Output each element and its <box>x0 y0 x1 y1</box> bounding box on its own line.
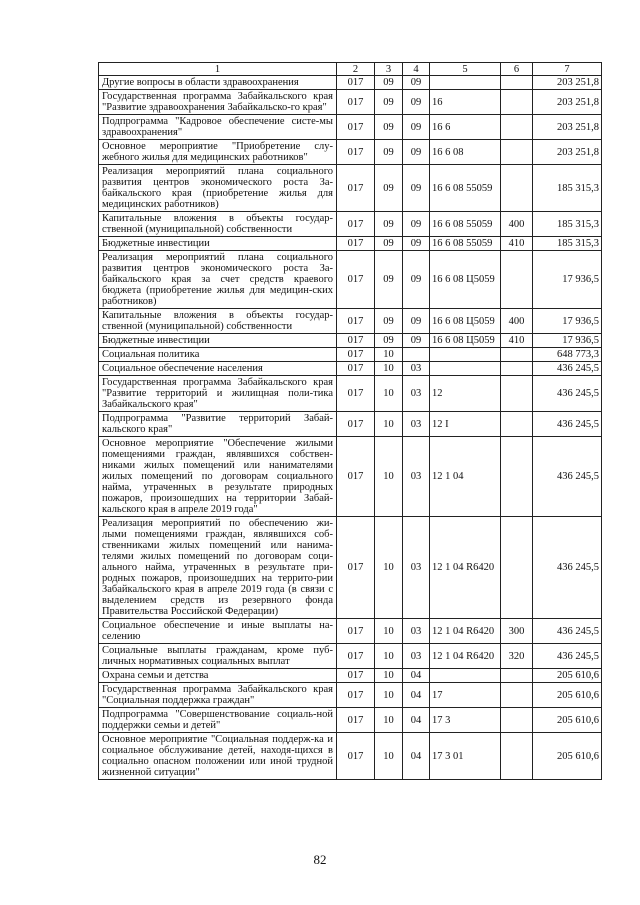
cell-expense-type <box>501 683 533 708</box>
cell-amount: 185 315,3 <box>533 212 602 237</box>
cell-expense-type: 320 <box>501 644 533 669</box>
cell-subsection: 04 <box>403 669 430 683</box>
cell-subsection <box>403 348 430 362</box>
cell-target-article: 12 1 04 R6420 <box>430 517 501 619</box>
cell-section: 09 <box>375 334 403 348</box>
cell-amount: 205 610,6 <box>533 669 602 683</box>
cell-grbs: 017 <box>337 669 375 683</box>
cell-target-article: 16 6 08 55059 <box>430 212 501 237</box>
cell-expense-type <box>501 251 533 309</box>
cell-target-article <box>430 669 501 683</box>
table-row <box>99 708 602 733</box>
table-row <box>99 90 602 115</box>
row-name: Основное мероприятие "Социальная поддерж-ка и социальное обслуживание детей, находя-щихся в социально опасном положении или иной трудной жизненной ситуации" <box>99 733 337 780</box>
cell-target-article: 12 1 04 R6420 <box>430 644 501 669</box>
cell-section: 09 <box>375 90 403 115</box>
cell-subsection: 09 <box>403 251 430 309</box>
cell-target-article: 16 6 <box>430 115 501 140</box>
cell-section: 10 <box>375 348 403 362</box>
cell-amount: 205 610,6 <box>533 683 602 708</box>
cell-grbs: 017 <box>337 212 375 237</box>
row-name: Охрана семьи и детства <box>99 669 337 683</box>
cell-grbs: 017 <box>337 376 375 412</box>
table-row <box>99 683 602 708</box>
table-row <box>99 437 602 517</box>
cell-grbs: 017 <box>337 165 375 212</box>
cell-target-article: 16 6 08 Ц5059 <box>430 251 501 309</box>
row-name: Реализация мероприятий плана социального развития центров экономического роста За-байкальского края за счет средств краевого бюджета (приобретение жилья для медицин-ских работников) <box>99 251 337 309</box>
row-name: Подпрограмма "Совершенствование социаль-ной поддержки семьи и детей" <box>99 708 337 733</box>
cell-subsection: 09 <box>403 334 430 348</box>
cell-section: 10 <box>375 362 403 376</box>
cell-subsection: 04 <box>403 708 430 733</box>
cell-expense-type: 300 <box>501 619 533 644</box>
row-name: Социальное обеспечение населения <box>99 362 337 376</box>
col-header: 3 <box>375 63 403 76</box>
row-name: Государственная программа Забайкальского края "Развитие здравоохранения Забайкальско-го края" <box>99 90 337 115</box>
cell-target-article: 12 I <box>430 412 501 437</box>
cell-target-article <box>430 348 501 362</box>
table-row <box>99 165 602 212</box>
cell-amount: 436 245,5 <box>533 619 602 644</box>
cell-grbs: 017 <box>337 437 375 517</box>
row-name: Основное мероприятие "Приобретение слу-жебного жилья для медицинских работников" <box>99 140 337 165</box>
cell-target-article: 16 6 08 Ц5059 <box>430 309 501 334</box>
cell-grbs: 017 <box>337 115 375 140</box>
row-name: Бюджетные инвестиции <box>99 334 337 348</box>
cell-grbs: 017 <box>337 412 375 437</box>
cell-target-article: 16 6 08 55059 <box>430 237 501 251</box>
cell-subsection: 04 <box>403 683 430 708</box>
cell-subsection: 09 <box>403 309 430 334</box>
cell-subsection: 03 <box>403 412 430 437</box>
row-name: Реализация мероприятий плана социального развития центров экономического роста За-байкальского края (приобретение жилья для медицинских работников) <box>99 165 337 212</box>
row-name: Капитальные вложения в объекты государ-ственной (муниципальной) собственности <box>99 309 337 334</box>
cell-amount: 436 245,5 <box>533 437 602 517</box>
col-header: 1 <box>99 63 337 76</box>
cell-expense-type <box>501 376 533 412</box>
table-row <box>99 212 602 237</box>
cell-subsection: 03 <box>403 376 430 412</box>
cell-grbs: 017 <box>337 362 375 376</box>
cell-grbs: 017 <box>337 348 375 362</box>
cell-subsection: 09 <box>403 165 430 212</box>
cell-grbs: 017 <box>337 90 375 115</box>
cell-expense-type: 400 <box>501 212 533 237</box>
cell-grbs: 017 <box>337 708 375 733</box>
cell-section: 10 <box>375 412 403 437</box>
cell-amount: 203 251,8 <box>533 140 602 165</box>
cell-amount: 436 245,5 <box>533 362 602 376</box>
cell-expense-type <box>501 733 533 780</box>
cell-grbs: 017 <box>337 644 375 669</box>
cell-section: 10 <box>375 683 403 708</box>
cell-section: 09 <box>375 115 403 140</box>
cell-subsection: 04 <box>403 733 430 780</box>
cell-grbs: 017 <box>337 76 375 90</box>
cell-amount: 17 936,5 <box>533 334 602 348</box>
cell-section: 10 <box>375 376 403 412</box>
cell-amount: 436 245,5 <box>533 644 602 669</box>
cell-expense-type <box>501 708 533 733</box>
cell-amount: 203 251,8 <box>533 90 602 115</box>
cell-subsection: 03 <box>403 644 430 669</box>
row-name: Подпрограмма "Кадровое обеспечение систе-мы здравоохранения" <box>99 115 337 140</box>
cell-target-article: 16 <box>430 90 501 115</box>
cell-grbs: 017 <box>337 251 375 309</box>
table-row <box>99 362 602 376</box>
col-header: 4 <box>403 63 430 76</box>
cell-expense-type <box>501 115 533 140</box>
cell-expense-type: 410 <box>501 237 533 251</box>
cell-amount: 185 315,3 <box>533 165 602 212</box>
row-name: Социальные выплаты гражданам, кроме пуб-личных нормативных социальных выплат <box>99 644 337 669</box>
table-header-row <box>99 63 602 76</box>
cell-section: 09 <box>375 237 403 251</box>
cell-section: 10 <box>375 669 403 683</box>
cell-section: 10 <box>375 437 403 517</box>
cell-subsection: 09 <box>403 212 430 237</box>
table-row <box>99 376 602 412</box>
table-row <box>99 733 602 780</box>
cell-expense-type <box>501 412 533 437</box>
cell-target-article: 12 1 04 R6420 <box>430 619 501 644</box>
cell-amount: 436 245,5 <box>533 412 602 437</box>
cell-amount: 203 251,8 <box>533 115 602 140</box>
cell-expense-type <box>501 76 533 90</box>
table-row <box>99 669 602 683</box>
cell-expense-type <box>501 669 533 683</box>
cell-subsection: 03 <box>403 437 430 517</box>
cell-amount: 648 773,3 <box>533 348 602 362</box>
cell-grbs: 017 <box>337 733 375 780</box>
cell-amount: 185 315,3 <box>533 237 602 251</box>
table-row <box>99 517 602 619</box>
cell-grbs: 017 <box>337 334 375 348</box>
page-number: 82 <box>313 852 327 867</box>
cell-subsection: 03 <box>403 362 430 376</box>
table-body <box>99 76 602 780</box>
cell-expense-type <box>501 437 533 517</box>
cell-amount: 17 936,5 <box>533 309 602 334</box>
col-header: 7 <box>533 63 602 76</box>
row-name: Капитальные вложения в объекты государ-ственной (муниципальной) собственности <box>99 212 337 237</box>
cell-subsection: 09 <box>403 140 430 165</box>
cell-grbs: 017 <box>337 237 375 251</box>
cell-grbs: 017 <box>337 619 375 644</box>
table-row <box>99 309 602 334</box>
cell-amount: 203 251,8 <box>533 76 602 90</box>
col-header: 6 <box>501 63 533 76</box>
cell-section: 09 <box>375 165 403 212</box>
row-name: Подпрограмма "Развитие территорий Забай-кальского края" <box>99 412 337 437</box>
cell-grbs: 017 <box>337 309 375 334</box>
cell-expense-type <box>501 90 533 115</box>
cell-expense-type: 410 <box>501 334 533 348</box>
table-row <box>99 237 602 251</box>
cell-section: 10 <box>375 619 403 644</box>
cell-target-article <box>430 362 501 376</box>
cell-target-article: 12 1 04 <box>430 437 501 517</box>
table-row <box>99 644 602 669</box>
cell-grbs: 017 <box>337 517 375 619</box>
cell-section: 10 <box>375 517 403 619</box>
cell-section: 09 <box>375 140 403 165</box>
cell-section: 10 <box>375 708 403 733</box>
cell-amount: 205 610,6 <box>533 733 602 780</box>
cell-section: 09 <box>375 76 403 90</box>
col-header: 2 <box>337 63 375 76</box>
cell-subsection: 03 <box>403 619 430 644</box>
cell-target-article: 17 <box>430 683 501 708</box>
table-row <box>99 348 602 362</box>
cell-expense-type <box>501 140 533 165</box>
table-row <box>99 619 602 644</box>
cell-subsection: 09 <box>403 90 430 115</box>
cell-target-article <box>430 76 501 90</box>
cell-amount: 205 610,6 <box>533 708 602 733</box>
row-name: Государственная программа Забайкальского края "Социальная поддержка граждан" <box>99 683 337 708</box>
table-row <box>99 140 602 165</box>
row-name: Бюджетные инвестиции <box>99 237 337 251</box>
row-name: Основное мероприятие "Обеспечение жилыми помещениями граждан, являвшихся собствен-никами жилых помещений или нанимателями жилых помещений по договорам социального найма, утраченных в результате природных пожаров, произошедших на территории Забай-кальского края в апреле 2019 года" <box>99 437 337 517</box>
table-row <box>99 334 602 348</box>
table-row <box>99 115 602 140</box>
cell-amount: 17 936,5 <box>533 251 602 309</box>
cell-target-article: 17 3 <box>430 708 501 733</box>
cell-target-article: 16 6 08 <box>430 140 501 165</box>
row-name: Социальная политика <box>99 348 337 362</box>
cell-amount: 436 245,5 <box>533 517 602 619</box>
table-row <box>99 412 602 437</box>
cell-expense-type <box>501 348 533 362</box>
budget-table <box>98 62 602 780</box>
cell-target-article: 16 6 08 55059 <box>430 165 501 212</box>
cell-target-article: 16 6 08 Ц5059 <box>430 334 501 348</box>
row-name: Государственная программа Забайкальского края "Развитие территорий и жилищная поли-тика Забайкальского края" <box>99 376 337 412</box>
cell-section: 09 <box>375 212 403 237</box>
cell-target-article: 17 3 01 <box>430 733 501 780</box>
cell-subsection: 03 <box>403 517 430 619</box>
cell-expense-type: 400 <box>501 309 533 334</box>
cell-subsection: 09 <box>403 237 430 251</box>
cell-section: 10 <box>375 733 403 780</box>
cell-expense-type <box>501 362 533 376</box>
cell-grbs: 017 <box>337 140 375 165</box>
col-header: 5 <box>430 63 501 76</box>
row-name: Другие вопросы в области здравоохранения <box>99 76 337 90</box>
cell-section: 09 <box>375 251 403 309</box>
cell-section: 09 <box>375 309 403 334</box>
cell-expense-type <box>501 517 533 619</box>
table-row <box>99 76 602 90</box>
cell-amount: 436 245,5 <box>533 376 602 412</box>
cell-target-article: 12 <box>430 376 501 412</box>
cell-subsection: 09 <box>403 76 430 90</box>
cell-section: 10 <box>375 644 403 669</box>
row-name: Реализация мероприятий по обеспечению жи-лыми помещениями граждан, являвшихся соб-ственниками жилых помещений или нанима-телями жилых помещений по договорам соци-ального найма, утраченных в результате при-родных пожаров, произошедших на террито-рии Забайкальского края в апреле 2019 года (в связи с выделением средств из резервного фонда Правительства Российской Федерации) <box>99 517 337 619</box>
cell-grbs: 017 <box>337 683 375 708</box>
row-name: Социальное обеспечение и иные выплаты на-селению <box>99 619 337 644</box>
table-row <box>99 251 602 309</box>
cell-expense-type <box>501 165 533 212</box>
cell-subsection: 09 <box>403 115 430 140</box>
